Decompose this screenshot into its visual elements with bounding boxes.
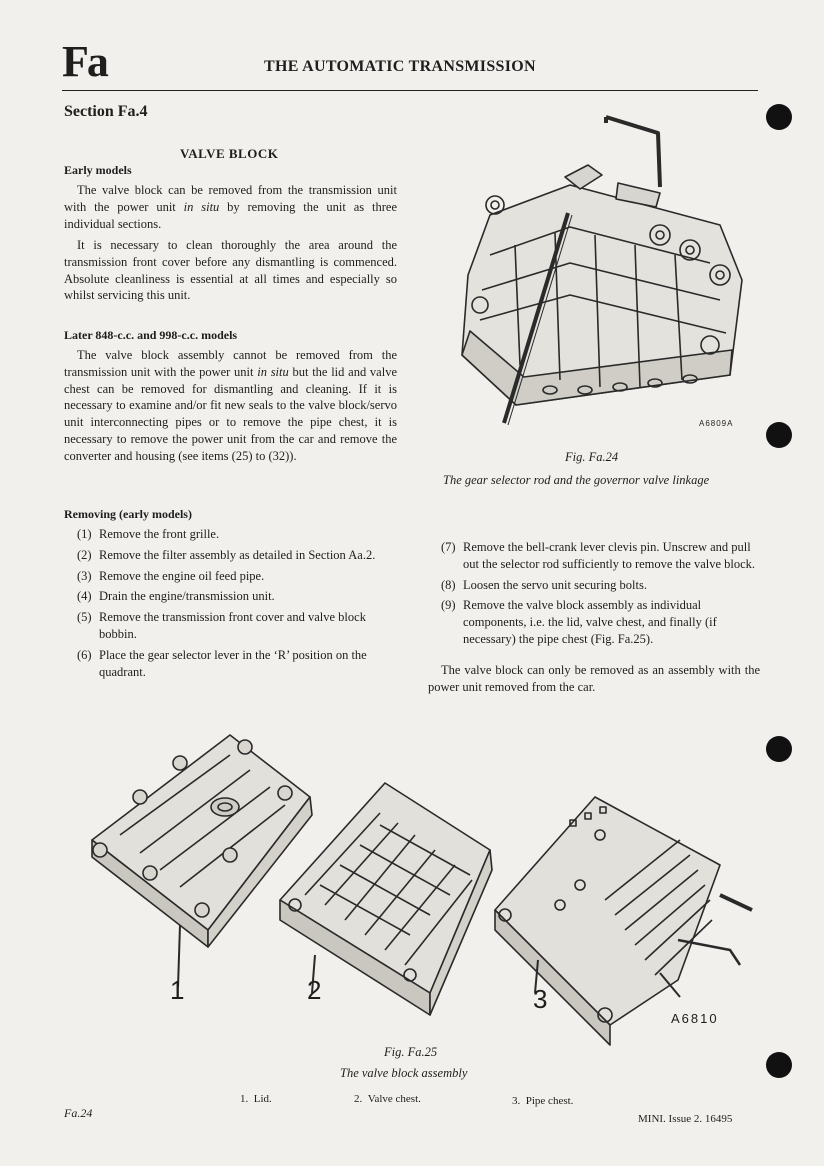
lid-drawing (92, 735, 312, 987)
removing-step: (4) Drain the engine/transmission unit. (77, 589, 275, 604)
removing-step: (9) Remove the valve block assembly as individual components, i.e. the lid, valve chest, and finally (if necessary) the pipe chest (Fig. Fa.25). (441, 598, 717, 646)
figure-reference: A6809A (699, 419, 734, 428)
removing-closing-paragraph: The valve block can only be removed as an assembly with the power unit removed from the car. (428, 663, 760, 694)
later-models-heading: Later 848-c.c. and 998-c.c. models (64, 328, 238, 342)
later-models-paragraph: The valve block assembly cannot be removed from the transmission unit with the power unit in situ but the lid and valve chest can be removed for dismantling and cleaning. If it is necessary to examine and/or fit new seals to the valve block/servo unit interconnecting pipes or to remove the pipe chest, it is necessary to remove the power unit from the car and remove the converter and housing (see items (25) to (32)). (64, 348, 397, 463)
removing-steps-left (77, 526, 395, 684)
early-models-paragraph-1: The valve block can be removed from the transmission unit with the power unit in situ by removing the unit as three individual sections. (64, 183, 397, 231)
removing-step: (2) Remove the filter assembly as detailed in Section Aa.2. (77, 547, 376, 562)
binder-hole (766, 736, 792, 762)
page-number: Fa.24 (64, 1106, 93, 1120)
page-title: THE AUTOMATIC TRANSMISSION (264, 58, 536, 75)
section-code: Fa (62, 37, 107, 86)
legend-item: 3. Pipe chest. (512, 1095, 574, 1107)
callout-1: 1 (170, 975, 185, 1005)
callout-2: 2 (307, 975, 322, 1005)
removing-step: (1) Remove the front grille. (77, 527, 220, 541)
header-rule (62, 90, 758, 91)
removing-heading: Removing (early models) (64, 507, 192, 521)
early-models-heading: Early models (64, 163, 132, 177)
binder-hole (766, 1052, 792, 1078)
figure-caption: The valve block assembly (340, 1066, 468, 1080)
removing-step: (7) Remove the bell-crank lever clevis pin. Unscrew and pull out the selector rod sufficiently to remove the valve block. (441, 540, 756, 571)
figure-label: Fig. Fa.24 (565, 450, 619, 464)
figure-reference: A6810 (671, 1011, 719, 1026)
publication-info: MINI. Issue 2. 16495 (638, 1113, 733, 1125)
removing-step: (8) Loosen the servo unit securing bolts. (441, 577, 647, 592)
subject-heading: VALVE BLOCK (180, 146, 279, 161)
removing-step: (6) Place the gear selector lever in the ‘R’ position on the quadrant. (77, 647, 367, 679)
figure-caption: The gear selector rod and the governor valve linkage (443, 473, 710, 487)
removing-step: (5) Remove the transmission front cover and valve block bobbin. (77, 610, 366, 641)
gear-selector-illustration (420, 105, 770, 435)
removing-steps-right (441, 539, 759, 652)
removing-step: (3) Remove the engine oil feed pipe. (77, 568, 265, 583)
section-heading: Section Fa.4 (64, 103, 148, 120)
legend-item: 2. Valve chest. (354, 1093, 421, 1105)
early-models-paragraph-2: It is necessary to clean thoroughly the area around the transmission front cover before any dismantling is commenced. Absolute cleanliness is essential at all times and especially so whilst servicing this unit. (64, 238, 397, 303)
legend-item: 1. Lid. (240, 1093, 272, 1105)
figure-label: Fig. Fa.25 (384, 1045, 438, 1059)
callout-3: 3 (533, 984, 548, 1014)
